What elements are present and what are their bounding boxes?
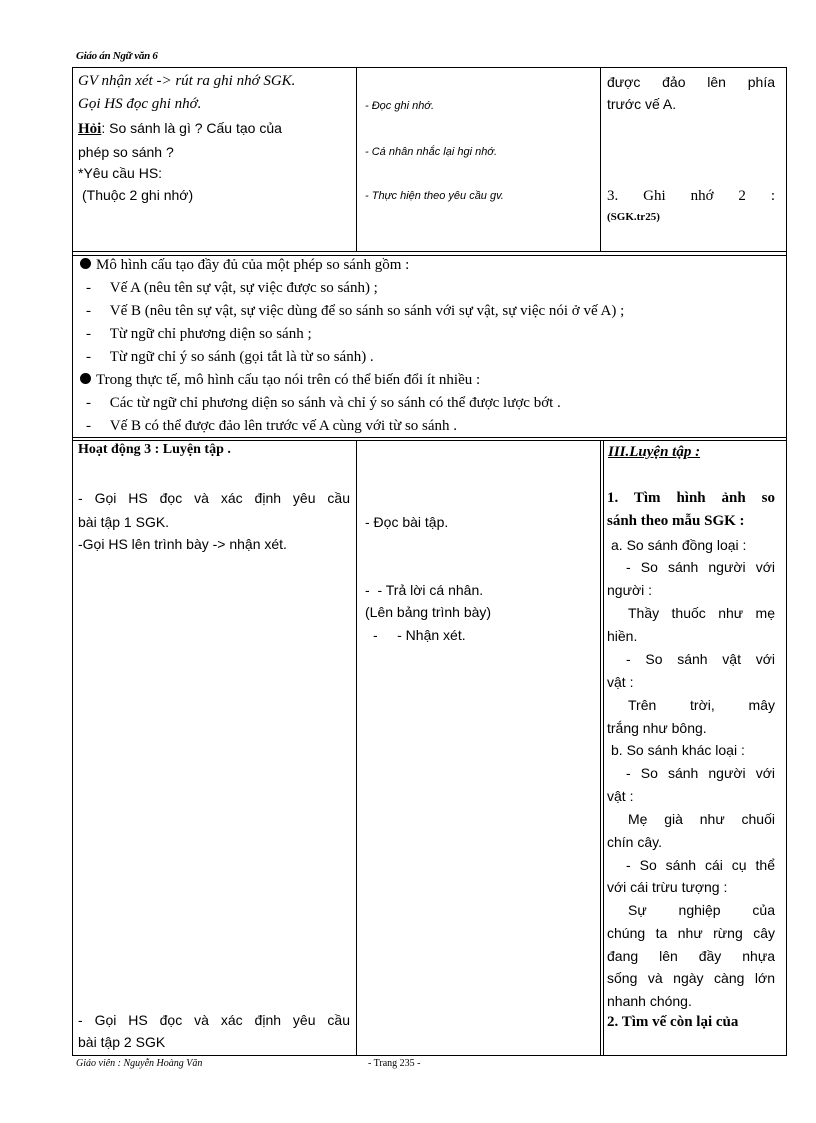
practice-line: - So sánh vật với xyxy=(626,651,775,667)
row1-right-line: trước vế A. xyxy=(607,96,677,112)
col-divider xyxy=(356,440,357,1055)
practice-line: Sự nghiệp của xyxy=(628,902,775,918)
summary-bullet: Trong thực tế, mô hình cấu tạo nói trên có thể biến đổi ít nhiều : xyxy=(80,372,480,389)
summary-item: - Từ ngữ chỉ ý so sánh (gọi tắt là từ so sánh) . xyxy=(86,349,374,365)
practice-line: chúng ta như rừng cây xyxy=(607,925,775,941)
row3-left-line: - Gọi HS đọc và xác định yêu cầu xyxy=(78,490,350,506)
row3-left-line: bài tập 1 SGK. xyxy=(78,514,170,530)
row-divider xyxy=(72,255,787,256)
practice-line: hiền. xyxy=(607,628,638,644)
row3-left-line: - Gọi HS đọc và xác định yêu cầu xyxy=(78,1012,350,1028)
practice-line: - So sánh người với xyxy=(626,559,775,575)
practice-line: 2. Tìm vế còn lại của xyxy=(607,1014,739,1030)
practice-line: với cái trừu tượng : xyxy=(607,879,728,895)
row1-mid-line: - Đọc ghi nhớ. xyxy=(365,100,435,112)
practice-line: - So sánh cái cụ thể xyxy=(626,857,775,873)
row-divider xyxy=(72,440,787,441)
footer-teacher: Giáo viên : Nguyễn Hoàng Văn xyxy=(76,1058,203,1069)
bullet-icon xyxy=(80,373,91,384)
practice-line: a. So sánh đồng loại : xyxy=(611,537,747,553)
row-divider xyxy=(72,251,787,252)
bullet-icon xyxy=(80,258,91,269)
practice-line: chín cây. xyxy=(607,834,662,850)
row1-left-line: phép so sánh ? xyxy=(78,144,174,160)
row1-right-line: 3. Ghi nhớ 2 : xyxy=(607,188,775,204)
practice-line: nhanh chóng. xyxy=(607,993,692,1009)
practice-line: vật : xyxy=(607,674,634,690)
row3-mid-line: - - Trả lời cá nhân. xyxy=(365,582,484,598)
header-title: Giáo án Ngữ văn 6 xyxy=(76,50,158,62)
question-text: : So sánh là gì ? Cấu tạo của xyxy=(101,120,282,136)
row3-left-line: -Gọi HS lên trình bày -> nhận xét. xyxy=(78,536,287,552)
row-divider xyxy=(72,437,787,438)
practice-line: Thầy thuốc như mẹ xyxy=(628,605,775,621)
practice-line: người : xyxy=(607,582,653,598)
practice-line: sống và ngày càng lớn xyxy=(607,970,775,986)
col-divider xyxy=(600,67,601,252)
practice-line: b. So sánh khác loại : xyxy=(611,742,745,758)
practice-line: 1. Tìm hình ảnh so xyxy=(607,490,775,506)
summary-item: - Từ ngữ chỉ phương diện so sánh ; xyxy=(86,326,312,342)
row3-mid-line: (Lên bảng trình bày) xyxy=(365,604,492,620)
row1-left-line xyxy=(78,120,350,138)
practice-line: trắng như bông. xyxy=(607,720,707,736)
col-divider xyxy=(356,67,357,252)
summary-item: - Vế A (nêu tên sự vật, sự việc được so sánh) ; xyxy=(86,280,378,296)
row3-mid-line: - Đọc bài tập. xyxy=(365,514,449,530)
row1-mid-line: - Cá nhân nhắc lại hgi nhớ. xyxy=(365,146,498,158)
row1-left-line: GV nhận xét -> rút ra ghi nhớ SGK. xyxy=(78,73,296,89)
practice-line: Trên trời, mây xyxy=(628,697,775,713)
col-divider xyxy=(600,440,601,1055)
row1-right-line: (SGK.tr25) xyxy=(607,211,660,223)
practice-line: vật : xyxy=(607,788,634,804)
row3-left-line: bài tập 2 SGK xyxy=(78,1034,166,1050)
col-divider xyxy=(603,440,604,1055)
activity-title: Hoạt động 3 : Luyện tập . xyxy=(78,442,231,457)
practice-line: sánh theo mẫu SGK : xyxy=(607,513,745,529)
summary-item: - Các từ ngữ chỉ phương diện so sánh và chỉ ý so sánh có thể được lược bớt . xyxy=(86,395,561,411)
summary-item: - Vế B (nêu tên sự vật, sự việc dùng để so sánh so sánh với sự vật, sự việc nói ở vế A) ; xyxy=(86,303,625,319)
summary-item: - Vế B có thể được đảo lên trước vế A cùng với từ so sánh . xyxy=(86,418,458,434)
practice-line: Mẹ già như chuối xyxy=(628,811,775,827)
summary-bullet: Mô hình cấu tạo đầy đủ của một phép so sánh gồm : xyxy=(80,257,409,274)
footer-page: - Trang 235 - xyxy=(368,1058,421,1069)
row3-mid-line: - - Nhận xét. xyxy=(373,627,466,643)
practice-line: đang lên đầy nhựa xyxy=(607,948,775,964)
row1-mid-line: - Thực hiện theo yêu cầu gv. xyxy=(365,190,504,202)
practice-heading: III.Luyện tập : xyxy=(608,444,701,460)
practice-line: - So sánh người với xyxy=(626,765,775,781)
row1-left-line: (Thuộc 2 ghi nhớ) xyxy=(82,187,194,203)
row1-left-line: Gọi HS đọc ghi nhớ. xyxy=(78,96,202,112)
row1-left-line: *Yêu cầu HS: xyxy=(78,165,163,181)
question-label: Hỏi xyxy=(78,121,102,137)
row1-right-line: được đảo lên phía xyxy=(607,74,775,90)
